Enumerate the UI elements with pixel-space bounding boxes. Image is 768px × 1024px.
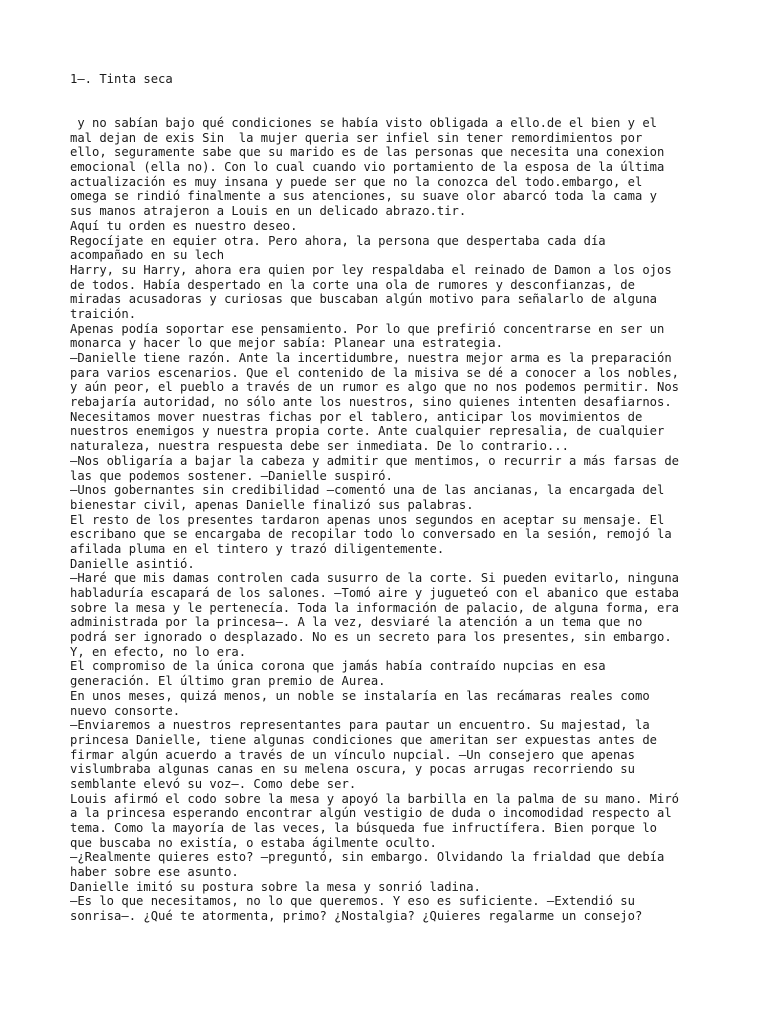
text-line: —Es lo que necesitamos, no lo que queremos. Y eso es suficiente. —Extendió su <box>70 894 635 909</box>
text-line: Apenas podía soportar ese pensamiento. Por lo que prefirió concentrarse en ser un <box>70 321 665 336</box>
text-line: monarca y hacer lo que mejor sabía: Planear una estrategia. <box>70 336 503 351</box>
text-line: de todos. Había despertado en la corte una ola de rumores y desconfianzas, de <box>70 277 635 292</box>
text-line: nuestros enemigos y nuestra propia corte. Ante cualquier represalia, de cualquier <box>70 424 665 439</box>
text-line: —Enviaremos a nuestros representantes para pautar un encuentro. Su majestad, la <box>70 718 650 733</box>
text-line: generación. El último gran premio de Aurea. <box>70 674 386 689</box>
text-line: nuevo consorte. <box>70 703 181 718</box>
text-line: rebajaría autoridad, no sólo ante los nuestros, sino quienes intenten desafiarnos. <box>70 395 672 410</box>
text-line: ello, seguramente sabe que su marido es de las personas que necesita una conexion <box>70 145 665 160</box>
text-line: Necesitamos mover nuestras fichas por el tablero, anticipar los movimientos de <box>70 409 643 424</box>
text-line: bienestar civil, apenas Danielle finalizó sus palabras. <box>70 497 474 512</box>
text-line: que buscaba no existía, o estaba ágilmente oculto. <box>70 835 437 850</box>
text-line: sus manos atrajeron a Louis en un delicado abrazo.tir. <box>70 204 467 219</box>
text-line: tema. Como la mayoría de las veces, la búsqueda fue infructífera. Bien porque lo <box>70 821 657 835</box>
text-line: El compromiso de la única corona que jamás había contraído nupcias en esa <box>70 659 606 674</box>
text-line: sobre la mesa y le pertenecía. Toda la información de palacio, de alguna forma, era <box>70 600 680 615</box>
text-line: Danielle imitó su postura sobre la mesa y sonrió ladina. <box>70 879 481 894</box>
text-line: Y, en efecto, no lo era. <box>70 644 247 659</box>
text-line: para varios escenarios. Que el contenido de la misiva se dé a conocer a los nobles, <box>70 365 680 380</box>
text-line: naturaleza, nuestra respuesta debe ser inmediata. De lo contrario... <box>70 439 569 454</box>
text-line: acompañado en su lech <box>70 248 225 263</box>
text-line: Regocíjate en equier otra. Pero ahora, la persona que despertaba cada día <box>70 233 606 248</box>
text-line: Harry, su Harry, ahora era quien por ley respaldaba el reinado de Damon a los ojos <box>70 262 672 277</box>
text-line: las que podemos sostener. —Danielle suspiró. <box>70 468 393 483</box>
text-line: afilada pluma en el tintero y trazó diligentemente. <box>70 541 445 556</box>
text-line: actualización es muy insana y puede ser que no la conozca del todo.embargo, el <box>70 174 643 189</box>
text-line: Louis afirmó el codo sobre la mesa y apoyó la barbilla en la palma de su mano. Miró <box>70 791 680 806</box>
body-text <box>70 116 710 924</box>
text-line: —Nos obligaría a bajar la cabeza y admitir que mentimos, o recurrir a más farsas de <box>70 453 680 468</box>
chapter-title: 1—. Tinta seca <box>70 72 173 86</box>
text-line: —¿Realmente quieres esto? —preguntó, sin embargo. Olvidando la frialdad que debía <box>70 850 665 865</box>
text-line: emocional (ella no). Con lo cual cuando vio portamiento de la esposa de la última <box>70 160 665 175</box>
text-line: a la princesa esperando encontrar algún vestigio de duda o incomodidad respecto al <box>70 806 672 821</box>
text-line: habladuría escapará de los salones. —Tomó aire y jugueteó con el abanico que estaba <box>70 586 680 600</box>
text-line: El resto de los presentes tardaron apenas unos segundos en aceptar su mensaje. El <box>70 512 665 527</box>
text-line: semblante elevó su voz—. Como debe ser. <box>70 776 357 791</box>
text-line: En unos meses, quizá menos, un noble se instalaría en las recámaras reales como <box>70 688 650 703</box>
text-line: haber sobre ese asunto. <box>70 865 239 880</box>
text-line: administrada por la princesa—. A la vez, desviaré la atención a un tema que no <box>70 615 643 630</box>
text-line: Danielle asintió. <box>70 556 195 571</box>
text-line: —Danielle tiene razón. Ante la incertidumbre, nuestra mejor arma es la preparación <box>70 351 672 365</box>
text-line: mal dejan de exis Sin la mujer queria ser infiel sin tener remordimientos por <box>70 130 643 145</box>
text-line: —Unos gobernantes sin credibilidad —comentó una de las ancianas, la encargada del <box>70 483 665 498</box>
text-line: princesa Danielle, tiene algunas condiciones que ameritan ser expuestas antes de <box>70 732 657 747</box>
text-line: omega se rindió finalmente a sus atenciones, su suave olor abarcó toda la cama y <box>70 189 657 204</box>
text-line: Aquí tu orden es nuestro deseo. <box>70 218 298 233</box>
text-line: —Haré que mis damas controlen cada susurro de la corte. Si pueden evitarlo, ninguna <box>70 571 680 586</box>
text-line: sonrisa—. ¿Qué te atormenta, primo? ¿Nostalgia? ¿Quieres regalarme un consejo? <box>70 909 643 924</box>
text-line: firmar algún acuerdo a través de un vínculo nupcial. —Un consejero que apenas <box>70 747 635 762</box>
text-line: miradas acusadoras y curiosas que buscaban algún motivo para señalarlo de alguna <box>70 292 657 307</box>
text-line: podrá ser ignorado o desplazado. No es un secreto para los presentes, sin embargo. <box>70 630 672 645</box>
text-line: y no sabían bajo qué condiciones se había visto obligada a ello.de el bien y el <box>70 116 657 130</box>
text-line: escribano que se encargaba de recopilar todo lo conversado en la sesión, remojó la <box>70 527 672 542</box>
text-line: traición. <box>70 306 137 321</box>
text-line: vislumbraba algunas canas en su melena oscura, y pocas arrugas recorriendo su <box>70 762 635 777</box>
text-line: y aún peor, el pueblo a través de un rumor es algo que no nos podemos permitir. Nos <box>70 380 680 395</box>
